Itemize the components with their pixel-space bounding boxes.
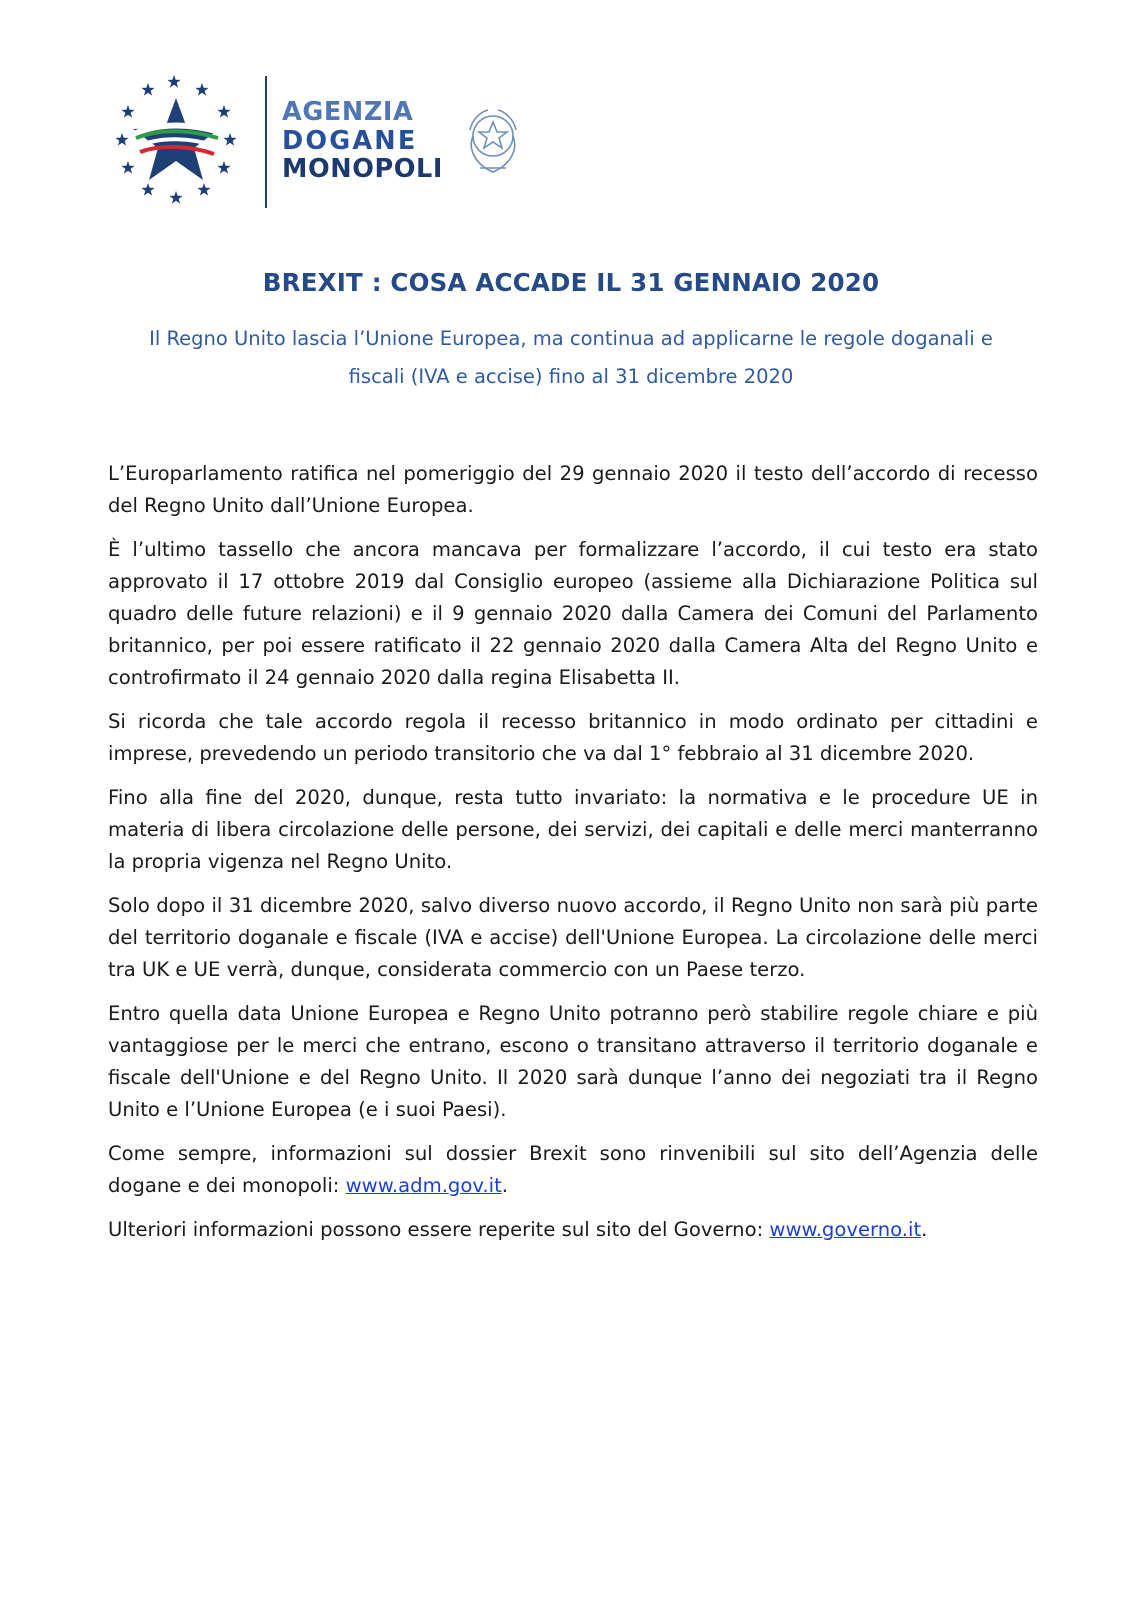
governo-info-text: Ulteriori informazioni possono essere reperite sul sito del Governo: <box>108 1218 770 1241</box>
paragraph: È l’ultimo tassello che ancora mancava per formalizzare l’accordo, il cui testo era stato approvato il 17 ottobre 2019 dal Consiglio europeo (assieme alla Dichiarazione Politica sul quadro delle future relazioni) e il 9 gennaio 2020 dalla Camera dei Comuni del Parlamento britannico, per poi essere ratificato il 22 gennaio 2020 dalla Camera Alta del Regno Unito e controfirmato il 24 gennaio 2020 dalla regina Elisabetta II. <box>108 538 1038 689</box>
paragraph: L’Europarlamento ratifica nel pomeriggio del 29 gennaio 2020 il testo dell’accordo di recesso del Regno Unito dall’Unione Europea. <box>108 462 1038 517</box>
logo-line-2: DOGANE <box>282 125 418 156</box>
page-title: BREXIT : COSA ACCADE IL 31 GENNAIO 2020 <box>262 268 880 297</box>
subtitle-line: fiscali (IVA e accise) fino al 31 dicembre 2020 <box>348 365 794 388</box>
paragraph: Entro quella data Unione Europea e Regno Unito potranno però stabilire regole chiare e più vantaggiose per le merci che entrano, escono o transitano attraverso il territorio doganale e fiscale dell'Unione e del Regno Unito. Il 2020 sarà dunque l’anno dei negoziati tra il Regno Unito e l’Unione Europea (e i suoi Paesi). <box>108 1002 1038 1121</box>
paragraph: Solo dopo il 31 dicembre 2020, salvo diverso nuovo accordo, il Regno Unito non sarà più parte del territorio doganale e fiscale (IVA e accise) dell'Unione Europea. La circolazione delle merci tra UK e UE verrà, dunque, considerata commercio con un Paese terzo. <box>108 894 1038 981</box>
subtitle-line: Il Regno Unito lascia l’Unione Europea, ma continua ad applicarne le regole doganali e <box>149 327 993 350</box>
document-body <box>108 458 1038 1258</box>
paragraph-adm-info <box>108 1138 1038 1202</box>
logo-line-3: MONOPOLI <box>282 154 443 184</box>
eu-stars-logo-icon <box>112 72 252 212</box>
adm-info-text: Come sempre, informazioni sul dossier Brexit sono rinvenibili sul sito dell’Agenzia delle dogane e dei monopoli: <box>108 1142 1038 1197</box>
italian-republic-emblem-icon <box>460 102 526 178</box>
adm-info-end: . <box>501 1174 509 1197</box>
paragraph: Si ricorda che tale accordo regola il recesso britannico in modo ordinato per cittadini e imprese, prevedendo un periodo transitorio che va dal 1° febbraio al 31 dicembre 2020. <box>108 710 1038 765</box>
paragraph: Fino alla fine del 2020, dunque, resta tutto invariato: la normativa e le procedure UE in materia di libera circolazione delle persone, dei servizi, dei capitali e delle merci manterranno la propria vigenza nel Regno Unito. <box>108 786 1038 873</box>
paragraph-governo-info <box>108 1214 1038 1246</box>
page-subtitle <box>100 320 1042 396</box>
logo-wordmark <box>282 97 443 186</box>
logo-line-1: AGENZIA <box>282 97 414 127</box>
governo-website-link[interactable]: www.governo.it <box>769 1218 922 1241</box>
adm-website-link[interactable]: www.adm.gov.it <box>345 1174 502 1197</box>
governo-info-end: . <box>921 1218 928 1241</box>
agency-logo <box>112 72 532 212</box>
logo-divider <box>265 76 267 208</box>
